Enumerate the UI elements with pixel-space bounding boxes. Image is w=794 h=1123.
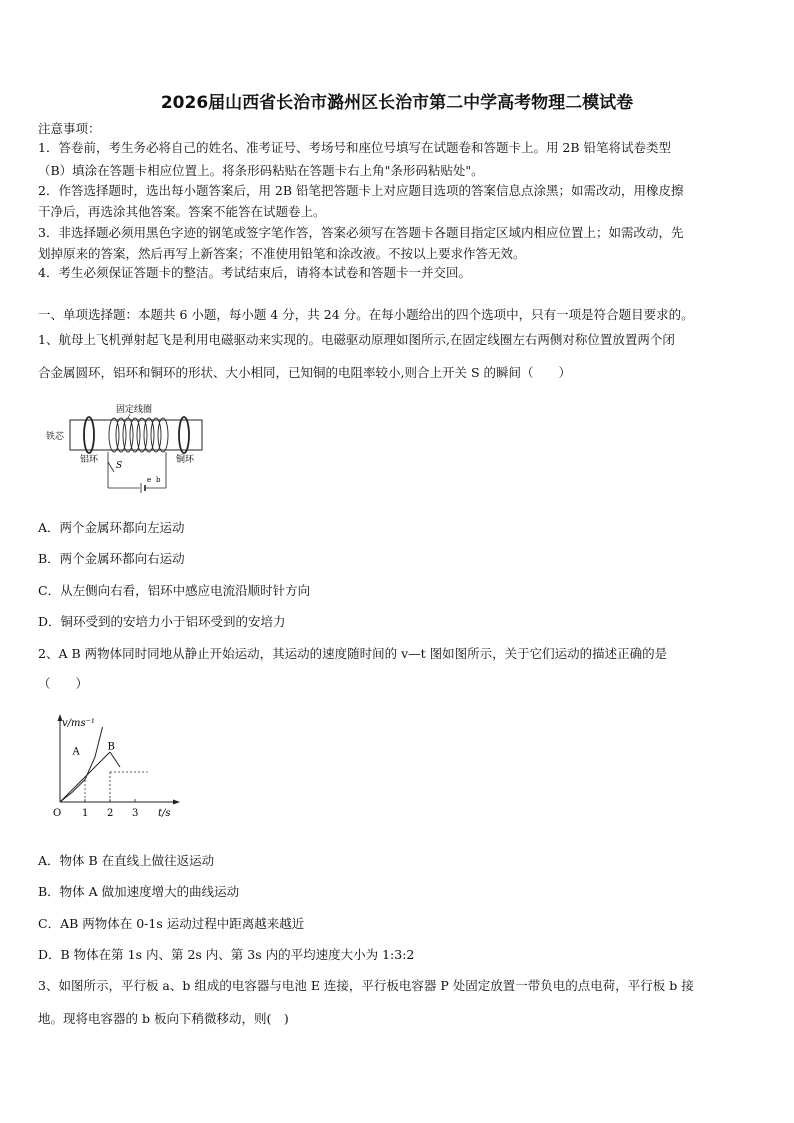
notice-heading: 注意事项： bbox=[38, 121, 101, 136]
copper-ring-label: 铜环 bbox=[176, 455, 195, 465]
vt-graph bbox=[50, 712, 190, 822]
notice-line: 干净后，再选涂其他答案。答案不能答在试题卷上。 bbox=[38, 204, 326, 219]
coil-diagram bbox=[44, 400, 214, 494]
section-heading: 一、单项选择题：本题共 6 小题，每小题 4 分，共 24 分。在每小题给出的四个选项中，只有一项是符合题目要求的。 bbox=[38, 307, 694, 322]
switch-label: S bbox=[116, 461, 123, 471]
series-a-line bbox=[60, 727, 103, 802]
series-b-line bbox=[110, 752, 120, 767]
origin-label: O bbox=[53, 808, 62, 819]
question-2-stem: （ ） bbox=[38, 676, 89, 691]
notice-line: 4．考生必须保证答题卡的整洁。考试结束后，请将本试卷和答题卡一并交回。 bbox=[38, 265, 471, 280]
notice-line: 1．答卷前，考生务必将自己的姓名、准考证号、考场号和座位号填写在试题卷和答题卡上。用 2B 铅笔将试卷类型 bbox=[38, 140, 672, 155]
question-2-stem: 2、A B 两物体同时同地从静止开始运动，其运动的速度随时间的 v—t 图如图所示，关于它们运动的描述正确的是 bbox=[38, 646, 668, 661]
notice-line: 2．作答选择题时，选出每小题答案后，用 2B 铅笔把答题卡上对应题目选项的答案信息点涂黑；如需改动，用橡皮擦 bbox=[38, 183, 684, 198]
option-b: B．物体 A 做加速度增大的曲线运动 bbox=[38, 884, 240, 899]
y-axis-label: v/ms⁻¹ bbox=[62, 718, 95, 729]
question-1-stem: 1、航母上飞机弹射起飞是利用电磁驱动来实现的。电磁驱动原理如图所示,在固定线圈左右两侧对称位置放置两个闭 bbox=[38, 332, 675, 347]
question-1-stem: 合金属圆环，铝环和铜环的形状、大小相同，已知铜的电阻率较小,则合上开关 S 的瞬间（ ） bbox=[38, 365, 571, 380]
battery-label: e bbox=[147, 476, 152, 484]
option-a: A．物体 B 在直线上做往返运动 bbox=[38, 853, 215, 868]
x-axis-arrow bbox=[173, 800, 180, 805]
series-b-label: B bbox=[107, 741, 115, 753]
series-a-label: A bbox=[72, 746, 80, 758]
option-d: D．B 物体在第 1s 内、第 2s 内、第 3s 内的平均速度大小为 1:3:2 bbox=[38, 947, 415, 962]
exam-title: 2026届山西省长治市潞州区长治市第二中学高考物理二模试卷 bbox=[160, 93, 634, 113]
option-d: D．铜环受到的安培力小于铝环受到的安培力 bbox=[38, 614, 286, 629]
x-tick-label: 3 bbox=[132, 808, 139, 819]
x-axis-label: t/s bbox=[158, 808, 171, 819]
x-tick-label: 2 bbox=[107, 808, 114, 819]
option-c: C．AB 两物体在 0-1s 运动过程中距离越来越近 bbox=[38, 916, 305, 931]
series-b-line bbox=[60, 752, 110, 802]
option-b: B．两个金属环都向右运动 bbox=[38, 551, 185, 566]
notice-line: 3．非选择题必须用黑色字迹的钢笔或签字笔作答，答案必须写在答题卡各题目指定区域内相应位置上；如需改动，先 bbox=[38, 225, 684, 240]
question-3-stem: 地。现将电容器的 b 板向下稍微移动，则( ) bbox=[38, 1011, 289, 1026]
option-c: C．从左侧向右看，铝环中感应电流沿顺时针方向 bbox=[38, 583, 311, 598]
notice-line: （B）填涂在答题卡相应位置上。将条形码粘贴在答题卡右上角"条形码粘贴处"。 bbox=[38, 163, 484, 178]
question-3-stem: 3、如图所示，平行板 a、b 组成的电容器与电池 E 连接，平行板电容器 P 处固定放置一带负电的点电荷，平行板 b 接 bbox=[38, 978, 694, 993]
core-label: 铁芯 bbox=[46, 432, 65, 442]
aluminum-ring-label: 铝环 bbox=[80, 455, 99, 465]
x-tick-label: 1 bbox=[82, 808, 89, 819]
option-a: A．两个金属环都向左运动 bbox=[38, 520, 185, 535]
coil-label: 固定线圈 bbox=[116, 405, 153, 415]
battery-label: b bbox=[156, 476, 161, 484]
notice-line: 划掉原来的答案，然后再写上新答案；不准使用铅笔和涂改液。不按以上要求作答无效。 bbox=[38, 246, 526, 261]
